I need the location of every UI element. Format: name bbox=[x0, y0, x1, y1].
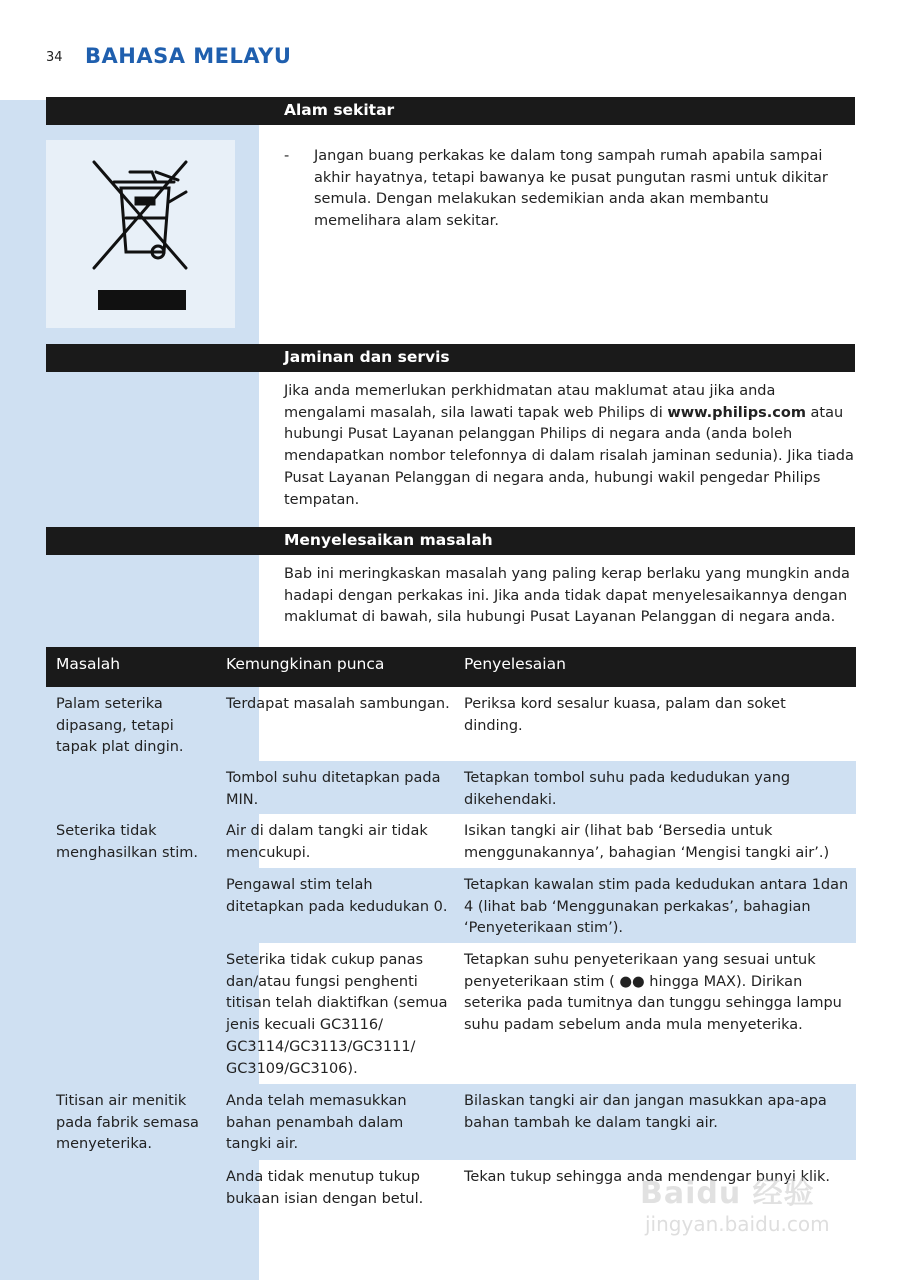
solution-cell: Periksa kord sesalur kuasa, palam dan soket dinding. bbox=[464, 696, 786, 734]
cause-cell: Air di dalam tangki air tidak mencukupi. bbox=[226, 823, 428, 861]
env-text: Jangan buang perkakas ke dalam tong sampah rumah apabila sampai akhir hayatnya, tetapi bawanya ke pusat pungutan rasmi untuk dikitar semula. Dengan melakukan sedemikian anda akan membantu memelihara alam sekitar. bbox=[314, 148, 828, 230]
table-row bbox=[46, 687, 856, 761]
troubleshooting-intro: Bab ini meringkaskan masalah yang paling kerap berlaku yang mungkin anda hadapi dengan perkakas ini. Jika anda tidak dapat menyelesaikannya dengan maklumat di bawah, sila hubungi Pusat Layanan Pelanggan di negara anda. bbox=[284, 566, 850, 626]
weee-bin-icon bbox=[46, 140, 235, 328]
warranty-text bbox=[284, 381, 854, 511]
header-solution: Penyelesaian bbox=[464, 655, 566, 673]
cause-cell: Seterika tidak cukup panas dan/atau fungsi penghenti titisan telah diaktifkan (semua jenis kecuali GC3116/ GC3114/GC3113/GC3111/ GC3109/GC3106). bbox=[226, 952, 448, 1077]
page-title: BAHASA MELAYU bbox=[85, 44, 292, 68]
cause-cell: Pengawal stim telah ditetapkan pada kedudukan 0. bbox=[226, 877, 448, 915]
env-bullet: - bbox=[284, 148, 290, 164]
table-row bbox=[46, 814, 856, 868]
section-title: Jaminan dan servis bbox=[284, 348, 450, 366]
watermark-url: jingyan.baidu.com bbox=[645, 1212, 830, 1236]
cause-cell: Anda telah memasukkan bahan penambah dalam tangki air. bbox=[226, 1093, 407, 1153]
header-cause: Kemungkinan punca bbox=[226, 655, 385, 673]
watermark-logo: Baidu 经验 bbox=[640, 1176, 815, 1211]
problem-cell: Palam seterika dipasang, tetapi tapak plat dingin. bbox=[56, 696, 184, 756]
table-row bbox=[46, 943, 856, 1084]
page-number: 34 bbox=[46, 50, 63, 65]
table-row bbox=[46, 868, 856, 943]
table-row bbox=[46, 761, 856, 814]
problem-cell: Titisan air menitik pada fabrik semasa menyeterika. bbox=[56, 1093, 199, 1153]
section-title: Alam sekitar bbox=[284, 101, 395, 119]
solution-cell: Isikan tangki air (lihat bab ‘Bersedia untuk menggunakannya’, bahagian ‘Mengisi tangki air’.) bbox=[464, 823, 830, 861]
solution-cell: Tekan tukup sehingga anda mendengar bunyi klik. bbox=[464, 1169, 831, 1185]
solution-cell: Bilaskan tangki air dan jangan masukkan apa-apa bahan tambah ke dalam tangki air. bbox=[464, 1093, 827, 1131]
troubleshooting-table bbox=[46, 647, 856, 1220]
section-header-warranty bbox=[46, 344, 855, 372]
warranty-text-before: Jika anda memerlukan perkhidmatan atau maklumat atau jika anda mengalami masalah, sila lawati tapak web Philips di bbox=[284, 383, 776, 421]
cause-cell: Anda tidak menutup tukup bukaan isian dengan betul. bbox=[226, 1169, 424, 1207]
solution-cell: Tetapkan suhu penyeterikaan yang sesuai untuk penyeterikaan stim ( ●● hingga MAX). Dirikan seterika pada tumitnya dan tunggu sehingga lampu suhu padam sebelum anda mula menyeterika. bbox=[464, 952, 842, 1034]
section-header-environment bbox=[46, 97, 855, 125]
cause-cell: Terdapat masalah sambungan. bbox=[226, 696, 450, 712]
solution-cell: Tetapkan kawalan stim pada kedudukan antara 1dan 4 (lihat bab ‘Menggunakan perkakas’, bahagian ‘Penyeterikaan stim’). bbox=[464, 877, 849, 937]
crossed-bin-icon bbox=[46, 140, 235, 328]
section-title: Menyelesaikan masalah bbox=[284, 531, 493, 549]
solution-cell: Tetapkan tombol suhu pada kedudukan yang dikehendaki. bbox=[464, 770, 791, 808]
problem-cell: Seterika tidak menghasilkan stim. bbox=[56, 823, 198, 861]
header-problem: Masalah bbox=[56, 655, 121, 673]
table-header bbox=[46, 647, 856, 687]
cause-cell: Tombol suhu ditetapkan pada MIN. bbox=[226, 770, 441, 808]
section-header-troubleshooting bbox=[46, 527, 855, 555]
warranty-text-after: atau hubungi Pusat Layanan pelanggan Philips di negara anda (anda boleh mendapatkan nombor telefonnya di dalam risalah jaminan sedunia). Jika tiada Pusat Layanan Pelanggan di negara anda, hubungi wakil pengedar Philips tempatan. bbox=[284, 404, 854, 508]
table-row bbox=[46, 1084, 856, 1160]
philips-url-link[interactable]: www.philips.com bbox=[667, 404, 806, 421]
